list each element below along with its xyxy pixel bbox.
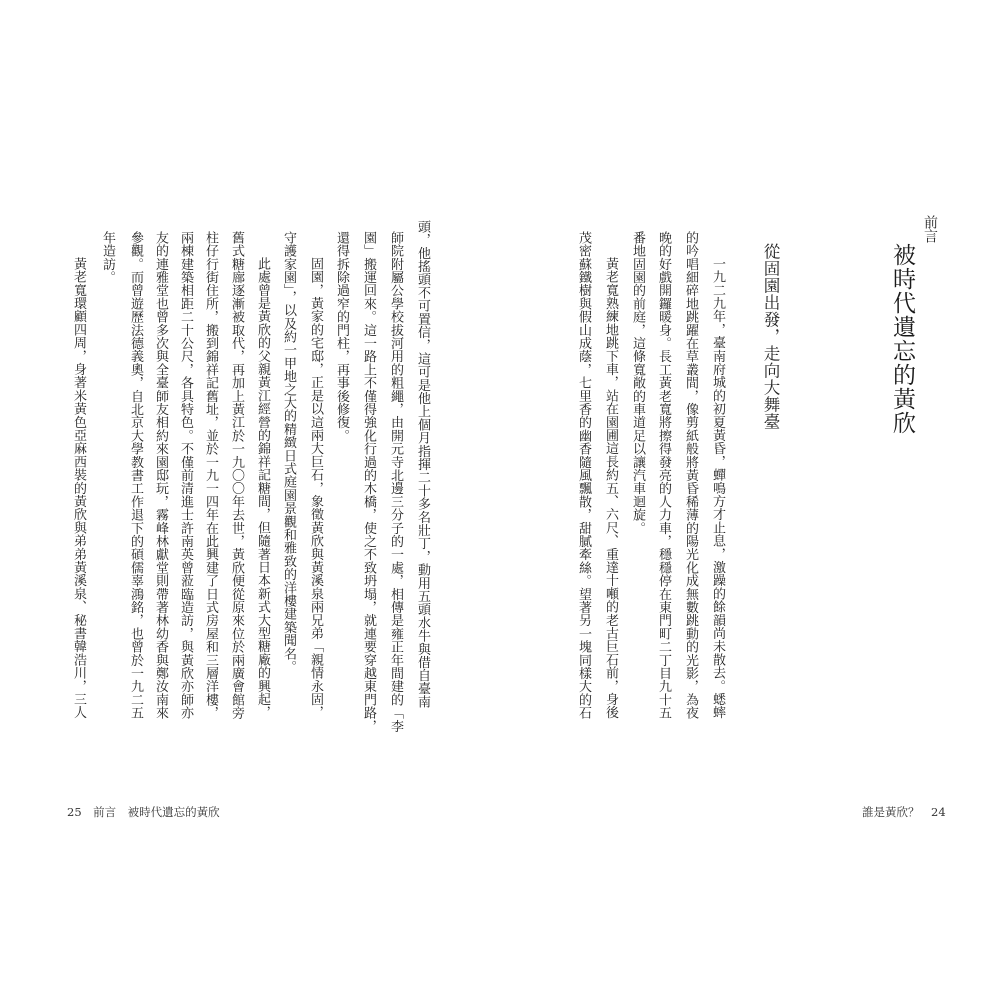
text-line: 年造訪。 (100, 231, 115, 284)
text-line: 柱仔行街住所，搬到錦祥記舊址，並於一九一四年在此興建了日式房屋和三層洋樓， (203, 231, 218, 720)
text-line: 兩棟建築相距二十公尺，各具特色。不僅前清進士許南英曾蒞臨造訪，與黃欣亦師亦 (178, 231, 193, 720)
text-line: 晚的好戲開鑼暖身。長工黃老寬將擦得發亮的人力車，穩穩停在東門町二丁目九十五 (656, 231, 671, 720)
text-line: 固園，黃家的宅邸，正是以這兩大巨石，象徵黃欣與黃溪泉兩兄弟「親情永固， (308, 257, 323, 719)
text-line: 友的連雅堂也曾多次與全臺師友相約來園邸玩，霧峰林獻堂則帶著林幼香與鄭汝南來 (153, 231, 168, 720)
chapter-title: 被時代遺忘的黃欣 (889, 243, 915, 435)
text-line: 師院附屬公學校拔河用的粗繩，由開元寺北邊三分子的一處，相傳是雍正年間建的「李 (388, 231, 403, 733)
text-line: 茂密蘇鐵樹與假山成蔭，七里香的幽香隨風飄散，甜膩牽絲。望著另一塊同樣大的石 (576, 231, 591, 720)
text-line: 此處曾是黃欣的父親黃江經營的錦祥記糖間，但隨著日本新式大型糖廠的興起， (255, 257, 270, 719)
chapter-kicker: 前言 (922, 215, 938, 243)
text-line: 番地固園的前庭，這條寬敞的車道足以讓汽車迴旋。 (630, 231, 645, 535)
text-line: 參觀。而曾遊歷法德義奧，自北京大學教書工作退下的碩儒辜鴻銘，也曾於一九二五 (128, 231, 143, 720)
text-line: 守護家園」，以及約一甲地之大的精緻日式庭園景觀和雅致的洋樓建築聞名。 (281, 231, 296, 674)
text-line: 頭，他搖頭不可置信，這可是他上個月指揮二十多名壯丁，動用五頭水牛與借自臺南 (415, 220, 430, 709)
text-line: 一九二九年，臺南府城的初夏黃昏，蟬鳴方才止息，激躁的餘韻尚未散去。蟋蟀 (710, 257, 725, 719)
section-heading: 從固園出發，走向大舞臺 (761, 243, 780, 430)
page-footer-left: 25 前言 被時代遺忘的黃欣 (67, 805, 220, 819)
text-line: 還得拆除過窄的門柱，再事後修復。 (334, 231, 349, 443)
text-line: 舊式糖廍逐漸被取代，再加上黃江於一九〇〇年去世，黃欣便從原來位於兩廣會館旁 (229, 231, 244, 720)
text-line: 黃老寬環顧四周，身著米黃色亞麻西裝的黃欣與弟弟黃溪泉、秘書韓浩川，三人 (71, 257, 86, 719)
text-line: 的吟唱細碎地跳躍在草叢間，像剪紙般將黃昏稀薄的陽光化成無數跳動的光影，為夜 (683, 231, 698, 720)
text-line: 園」搬運回來。這一路上不僅得強化行過的木橋，使之不致坍塌，就連要穿越東門路， (361, 231, 376, 733)
text-line: 黃老寬熟練地跳下車，站在園圃這長約五、六尺、重達十噸的老古巨石前，身後 (603, 257, 618, 719)
page-footer-right: 誰是黃欣？ 24 (862, 805, 946, 819)
